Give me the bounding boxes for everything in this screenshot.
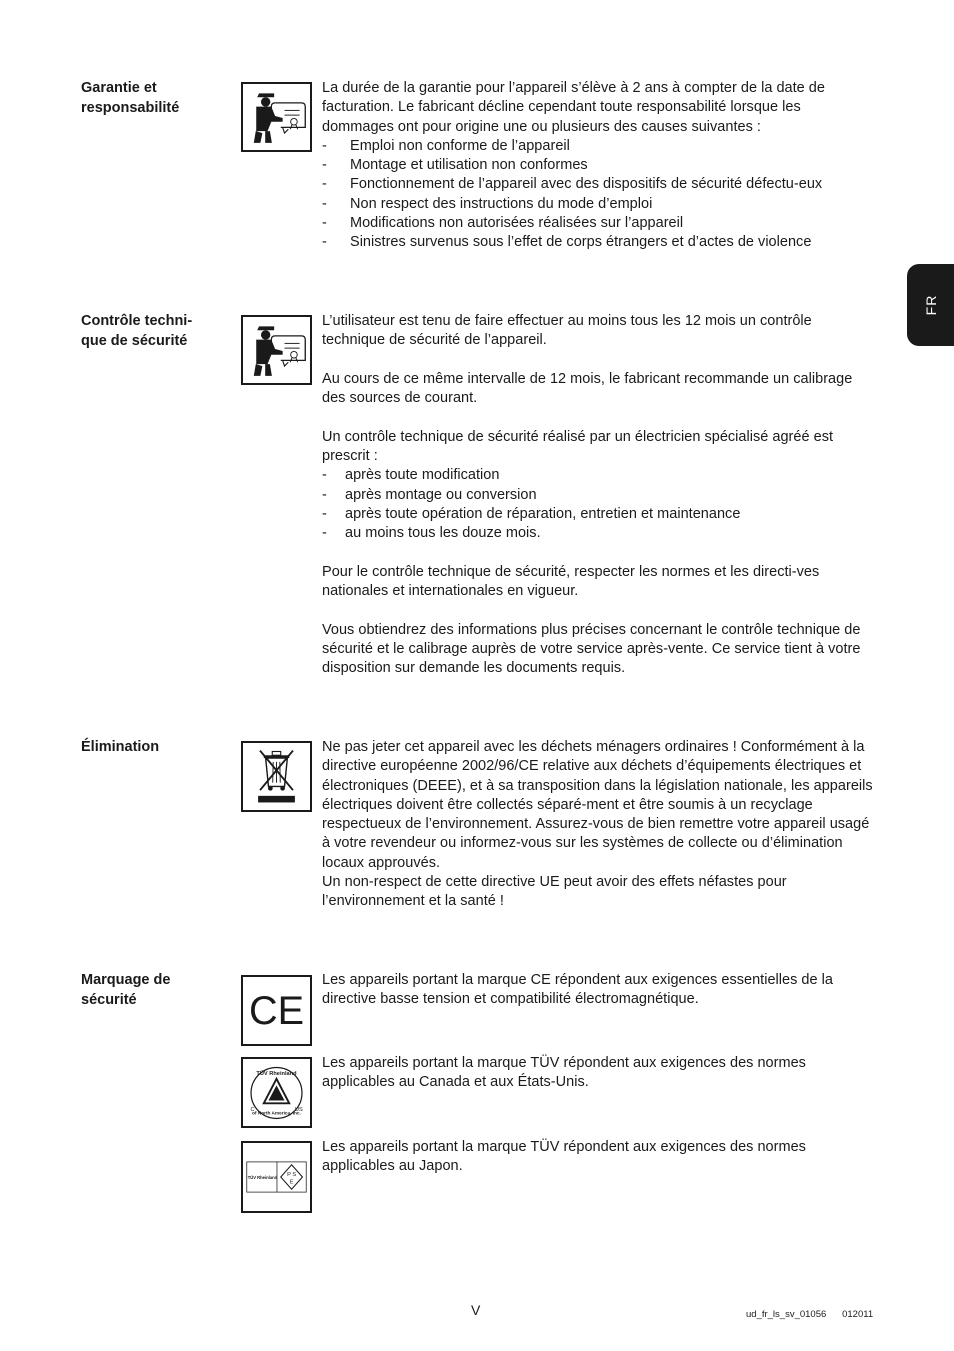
ce-text: Les appareils portant la marque CE répondent aux exigences essentielles de la directive basse tension et compatibilité électromagnétique.	[322, 972, 833, 1008]
list-item: - au moins tous les douze mois.	[322, 524, 874, 543]
controle-paragraph-4: Pour le contrôle technique de sécurité, respecter les normes et les directi-ves nationales et internationales en vigueur.	[322, 563, 820, 600]
technician-document-icon	[241, 82, 312, 152]
controle-text	[322, 312, 874, 679]
garantie-text	[322, 79, 874, 253]
tuv-jp-text: Les appareils portant la marque TÜV répondent aux exigences des normes applicables au Japon.	[322, 1139, 806, 1175]
list-item: - Modifications non autorisées réalisées sur l’appareil	[322, 214, 874, 233]
tuv-na-logo-left: C	[250, 1106, 255, 1113]
garantie-list	[322, 137, 874, 253]
list-item: - après montage ou conversion	[322, 486, 874, 505]
language-tab-label: FR	[922, 294, 939, 316]
tuv-na-logo-right: US	[294, 1106, 303, 1113]
language-tab	[907, 264, 954, 346]
tuv-jp-logo-right-top: P S	[287, 1172, 297, 1179]
list-item: - Emploi non conforme de l’appareil	[322, 137, 874, 156]
list-item: - Montage et utilisation non conformes	[322, 156, 874, 175]
crossed-bin-icon	[241, 741, 312, 812]
controle-paragraph-5: Vous obtiendrez des informations plus précises concernant le contrôle technique de sécurité et le calibrage auprès de votre service après-vente. Ce service tient à votre disposition sur demande les documents requis.	[322, 621, 861, 677]
tuv-north-america-mark-icon	[241, 1057, 312, 1128]
list-item: - Non respect des instructions du mode d’emploi	[322, 195, 874, 214]
elimination-text	[322, 738, 874, 912]
tuv-jp-logo-left: TÜV Rheinland	[247, 1174, 278, 1180]
technician-document-icon	[241, 315, 312, 385]
page-number: V	[471, 1302, 481, 1318]
controle-paragraph-1: L’utilisateur est tenu de faire effectuer au moins tous les 12 mois un contrôle technique de sécurité de l’appareil.	[322, 313, 812, 349]
section-title-marquage: Marquage de sécurité	[81, 972, 171, 1008]
garantie-intro: La durée de la garantie pour l’appareil s’élève à 2 ans à compter de la date de facturation. Le fabricant décline cependant toute responsabilité lorsque les dommages ont pour origine une ou plusieurs des causes suivantes :	[322, 80, 825, 135]
section-title-elimination: Élimination	[81, 739, 160, 755]
ce-mark-icon	[241, 975, 312, 1046]
list-item: - après toute opération de réparation, entretien et maintenance	[322, 505, 874, 524]
list-item: - après toute modification	[322, 466, 874, 485]
controle-list	[322, 466, 874, 543]
list-item: - Sinistres survenus sous l’effet de corps étrangers et d’actes de violence	[322, 233, 874, 252]
controle-paragraph-3: Un contrôle technique de sécurité réalisé par un électricien spécialisé agréé est prescrit :	[322, 428, 834, 465]
elimination-paragraph-2: Un non-respect de cette directive UE peut avoir des effets néfastes pour l’environnement et la santé !	[322, 874, 787, 910]
tuv-pse-japan-mark-icon	[241, 1141, 312, 1213]
controle-paragraph-2: Au cours de ce même intervalle de 12 mois, le fabricant recommande un calibrage des sources de courant.	[322, 370, 853, 407]
tuv-na-logo-bottom: of North America, Inc.	[252, 1110, 301, 1116]
ce-logo-text: CE	[248, 989, 305, 1034]
tuv-jp-logo-right-bottom: E	[289, 1179, 294, 1186]
tuv-na-text: Les appareils portant la marque TÜV répondent aux exigences des normes applicables au Canada et aux États-Unis.	[322, 1055, 806, 1091]
elimination-paragraph-1: Ne pas jeter cet appareil avec les déchets ménagers ordinaires ! Conformément à la directive européenne 2002/96/CE relative aux déchets d’équipements électriques et électroniques (DEEE), et à sa transposition dans la législation nationale, les appareils électriques doivent être collectés séparé-ment et être soumis à un recyclage respectueux de l’environnement. Assurez-vous de bien remettre votre appareil usagé à votre revendeur ou informez-vous sur les systèmes de collecte ou d’élimination locaux approuvés.	[322, 739, 873, 871]
tuv-na-logo-top: TÜV Rheinland	[256, 1071, 297, 1078]
list-item: - Fonctionnement de l’appareil avec des dispositifs de sécurité défectu-eux	[322, 175, 860, 194]
document-code: ud_fr_ls_sv_01056 012011	[746, 1309, 874, 1320]
section-title-controle: Contrôle techni-que de sécurité	[81, 313, 193, 349]
section-title-garantie: Garantie et responsabilité	[81, 80, 180, 116]
